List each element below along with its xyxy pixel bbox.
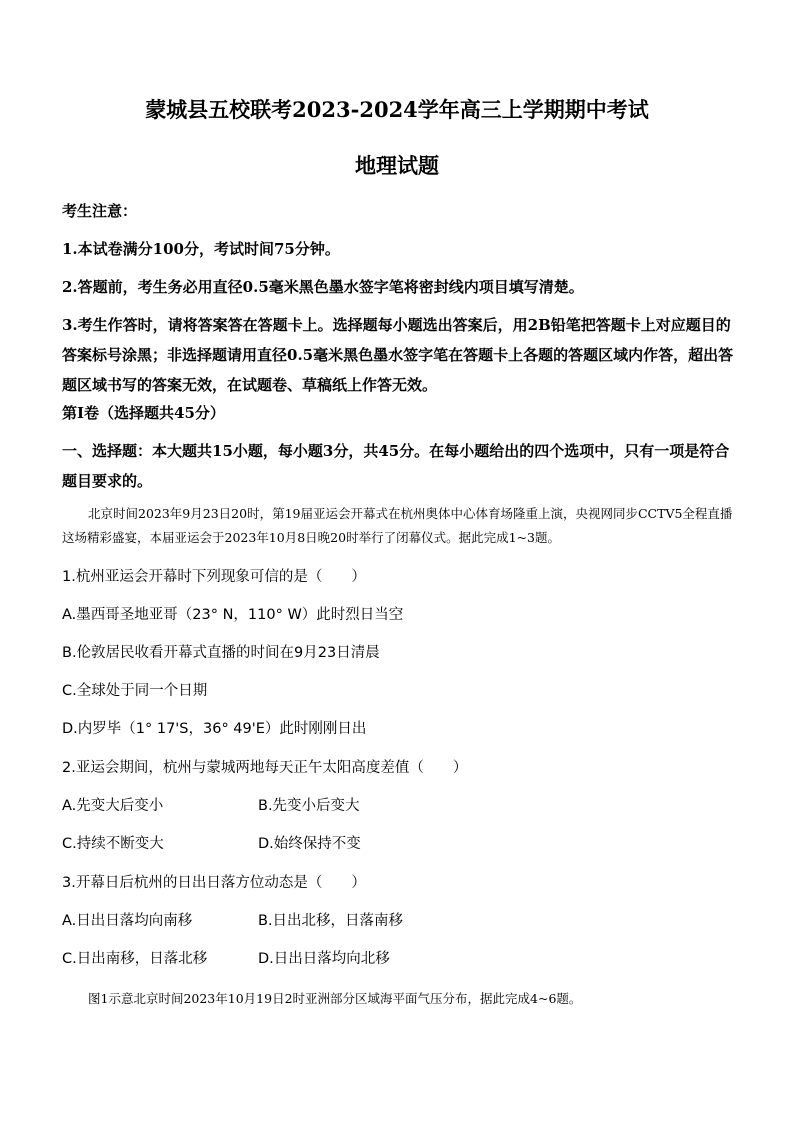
- question-1-option-c: C.全球处于同一个日期: [62, 683, 208, 699]
- question-2-stem: 2.亚运会期间，杭州与蒙城两地每天正午太阳高度差值（ ）: [62, 760, 468, 776]
- section-heading: 第Ⅰ卷（选择题共45分）: [62, 404, 225, 422]
- question-1-option-a: A.墨西哥圣地亚哥（23° N，110° W）此时烈日当空: [62, 607, 404, 623]
- question-3-option-a: A.日出日落均向南移: [62, 913, 193, 929]
- exam-subtitle: 地理试题: [355, 153, 439, 178]
- notice-item-2: 2.答题前，考生务必用直径0.5毫米黑色墨水签字笔将密封线内项目填写清楚。: [62, 278, 584, 296]
- passage-2: 图1示意北京时间2023年10月19日2时亚洲部分区域海平面气压分布，据此完成4~6题。: [88, 991, 582, 1006]
- question-2-option-c: C.持续不断变大: [62, 836, 164, 852]
- question-3-option-b: B.日出北移，日落南移: [258, 913, 404, 929]
- question-1-option-d: D.内罗毕（1° 17'S，36° 49'E）此时刚刚日出: [62, 721, 367, 737]
- passage-1: 北京时间2023年9月23日20时，第19届亚运会开幕式在杭州奥体中心体育场隆重上演，央视网同步CCTV5全程直播这场精彩盛宴，本届亚运会于2023年10月8日晚20时举行了闭幕仪式。据此完成1~3题。: [62, 506, 733, 545]
- notice-item-1: 1.本试卷满分100分，考试时间75分钟。: [62, 240, 340, 258]
- question-2-option-b: B.先变小后变大: [258, 798, 360, 814]
- part-instruction: 一、选择题：本大题共15小题，每小题3分，共45分。在每小题给出的四个选项中，只有一项是符合题目要求的。: [62, 442, 730, 490]
- question-2-option-d: D.始终保持不变: [258, 836, 361, 852]
- notice-item-3: 3.考生作答时，请将答案答在答题卡上。选择题每小题选出答案后，用2B铅笔把答题卡上对应题目的答案标号涂黑；非选择题请用直径0.5毫米黑色墨水签字笔在答题卡上各题的答题区域内作答，超出答题区域书写的答案无效，在试题卷、草稿纸上作答无效。: [62, 316, 734, 394]
- question-1-option-b: B.伦敦居民收看开幕式直播的时间在9月23日清晨: [62, 645, 380, 661]
- exam-title: 蒙城县五校联考2023-2024学年高三上学期期中考试: [145, 97, 649, 122]
- question-1-stem: 1.杭州亚运会开幕时下列现象可信的是（ ）: [62, 569, 366, 585]
- question-3-stem: 3.开幕日后杭州的日出日落方位动态是（ ）: [62, 875, 366, 891]
- question-3-option-d: D.日出日落均向北移: [258, 951, 390, 967]
- notice-heading: 考生注意：: [62, 202, 138, 220]
- question-3-option-c: C.日出南移，日落北移: [62, 951, 208, 967]
- question-2-option-a: A.先变大后变小: [62, 798, 164, 814]
